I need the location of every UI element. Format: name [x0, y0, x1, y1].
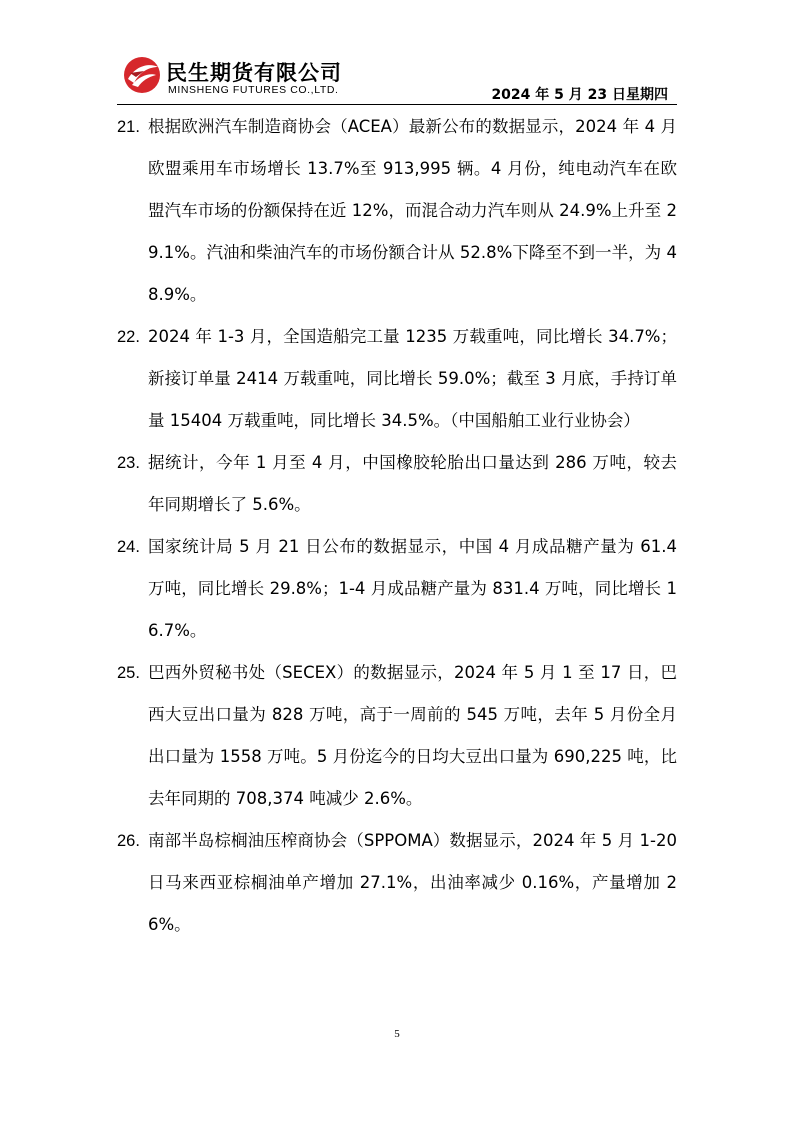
news-item — [117, 820, 677, 946]
company-logo — [122, 55, 362, 101]
item-text: 国家统计局 5 月 21 日公布的数据显示，中国 4 月成品糖产量为 61.4 万吨，同比增长 29.8%；1-4 月成品糖产量为 831.4 万吨，同比增长 16.7%。 — [148, 537, 677, 640]
news-item — [117, 106, 677, 316]
report-date: 2024 年 5 月 23 日星期四 — [491, 87, 668, 103]
news-item — [117, 652, 677, 820]
company-name-cn: 民生期货有限公司 — [166, 61, 342, 85]
item-text: 据统计，今年 1 月至 4 月，中国橡胶轮胎出口量达到 286 万吨，较去年同期增长了 5.6%。 — [148, 453, 677, 514]
item-number: 22. — [117, 328, 140, 346]
news-item — [117, 442, 677, 526]
news-list — [117, 106, 677, 946]
minsheng-logo-icon — [122, 55, 162, 95]
item-number: 24. — [117, 538, 140, 556]
item-number: 26. — [117, 832, 140, 850]
item-text: 南部半岛棕榈油压榨商协会（SPPOMA）数据显示，2024 年 5 月 1-20 日马来西亚棕榈油单产增加 27.1%，出油率减少 0.16%，产量增加 26%。 — [148, 831, 677, 934]
company-name-en: MINSHENG FUTURES CO.,LTD. — [168, 84, 339, 96]
page-number: 5 — [394, 1028, 400, 1040]
header-divider — [117, 104, 677, 105]
item-text: 巴西外贸秘书处（SECEX）的数据显示，2024 年 5 月 1 至 17 日，巴西大豆出口量为 828 万吨，高于一周前的 545 万吨，去年 5 月份全月出口量为 1558 万吨。5 月份迄今的日均大豆出口量为 690,225 吨，比去年同期的 708,374 吨减少 2.6%。 — [148, 663, 677, 808]
item-number: 21. — [117, 118, 140, 136]
item-number: 25. — [117, 664, 140, 682]
item-text: 2024 年 1-3 月，全国造船完工量 1235 万载重吨，同比增长 34.7%；新接订单量 2414 万载重吨，同比增长 59.0%；截至 3 月底，手持订单量 15404 万载重吨，同比增长 34.5%。（中国船舶工业行业协会） — [148, 327, 677, 430]
item-text: 根据欧洲汽车制造商协会（ACEA）最新公布的数据显示，2024 年 4 月欧盟乘用车市场增长 13.7%至 913,995 辆。4 月份，纯电动汽车在欧盟汽车市场的份额保持在近 12%，而混合动力汽车则从 24.9%上升至 29.1%。汽油和柴油汽车的市场份额合计从 52.8%下降至不到一半，为 48.9%。 — [148, 117, 677, 304]
item-number: 23. — [117, 454, 140, 472]
news-item — [117, 316, 677, 442]
page-header — [0, 0, 794, 110]
news-item — [117, 526, 677, 652]
